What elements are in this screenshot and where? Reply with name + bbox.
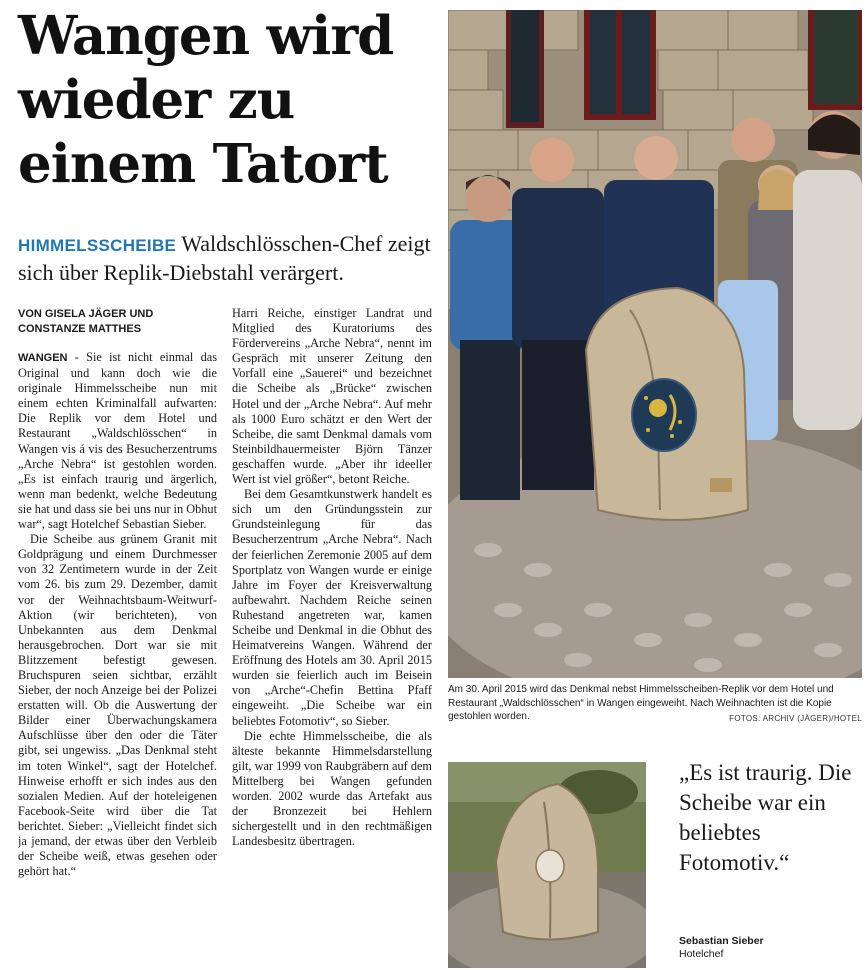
headline-line-2: wieder zu <box>18 69 295 131</box>
subheadline <box>18 230 438 286</box>
photo-credit: FOTOS: ARCHIV (JÄGER)/HOTEL <box>729 714 862 723</box>
pull-quote: „Es ist traurig. Die Scheibe war ein beliebtes Fotomotiv.“ <box>679 760 852 875</box>
quote-author-role: Hotelchef <box>679 948 724 960</box>
monument-photo <box>448 762 646 968</box>
dateline: WANGEN <box>18 352 68 364</box>
headline-line-3: einem Tatort <box>18 133 388 195</box>
headline <box>18 4 438 196</box>
article-paragraph: Die echte Himmelsscheibe, die als älteste bekannte Himmelsdarstellung gilt, war 1999 von Raubgräbern auf dem Mittelberg bei Wangen gefunden worden. 2002 wurde das Artefakt aus der Bronzezeit bei Hehlern sichergestellt und in den rechtmäßigen Landesbesitz übertragen. <box>232 728 432 849</box>
headline-line-1: Wangen wird <box>18 5 394 67</box>
damaged-monument-photo <box>448 762 646 968</box>
kicker: HIMMELSSCHEIBE <box>18 236 177 255</box>
quote-author: Sebastian Sieber <box>679 935 764 947</box>
unveiling-photo <box>448 10 862 678</box>
photo-caption: Am 30. April 2015 wird das Denkmal nebst Himmelsscheiben-Replik vor dem Hotel und Restaurant „Waldschlösschen“ in Wangen eingeweiht. Nach Weihnachten ist die Kopie gestohlen worden. <box>448 684 834 722</box>
article-column-1 <box>18 350 217 968</box>
byline-line-1: VON GISELA JÄGER UND <box>18 308 154 320</box>
article-paragraph: Harri Reiche, einstiger Landrat und Mitglied des Kuratoriums des Fördervereins „Arche Nebra“, nennt im Gespräch mit unserer Zeitung den Vorfall eine „Sauerei“ und bezeichnet die Scheibe als „Brücke“ zwischen Hotel und der „Arche Nebra“. Auf mehr als 1000 Euro schätzt er den Wert der Scheibe, die samt Denkmal damals vom Steinbildhauermeister Björn Tänzer geschaffen wurde. „Aber ihr ideeller Wert ist viel größer“, betont Reiche. <box>232 306 432 487</box>
byline <box>18 307 218 337</box>
article-paragraph: Bei dem Gesamtkunstwerk handelt es sich um den Gründungsstein zur Grundsteinlegung für das Besucherzentrum „Arche Nebra“. Nach der feierlichen Zeremonie 2005 auf dem Sportplatz von Wangen wurde er einige Jahre im Foyer der Kreisverwaltung aufbewahrt. Nachdem Reiche seinen Ruhestand angetreten war, kamen Scheibe und Denkmal in die Obhut des Heimatvereins Wangen. Während der Eröffnung des Hotels am 30. April 2015 wurden sie feierlich auch im Beisein von „Arche“-Chefin Bettina Pfaff eingeweiht. „Die Scheibe war ein beliebtes Fotomotiv“, so Sieber. <box>232 487 432 728</box>
article-column-2 <box>232 306 432 966</box>
article-paragraph: Die Scheibe aus grünem Granit mit Goldprägung und einem Durchmesser von 32 Zentimetern wurde in der Zeit vom 26. bis zum 29. Dezember, damit vor der Weihnachtsbaum-Weitwurf-Aktion (wir berichteten), von Unbekannten aus dem Denkmal herausgebrochen. Dort war sie mit Blitzzement befestigt gewesen. Bruchspuren seien sichtbar, erzählt Sieber, der noch Anzeige bei der Polizei erstatten will. Ob die Auswertung der Bilder einer Überwachungskamera Aufschlüsse über den oder die Täter gibt, sei ungewiss. „Das Denkmal steht im toten Winkel“, sagt der Hotelchef. Hinweise erhofft er sich indes aus den sozialen Medien. Auf der hoteleigenen Facebook-Seite wird über die Tat berichtet. Sieber: „Vielleicht findet sich ja jemand, der etwas über den Verbleib der Scheibe weiß, etwas gesehen oder gehört hat.“ <box>18 532 217 879</box>
article-paragraph: WANGEN - Sie ist nicht einmal das Original und kann doch wie die originale Himmelsscheibe nun mit einem echten Kriminalfall aufwarten: Die Replik vor dem Hotel und Restaurant „Waldschlösschen“ in Wangen vis á vis des Besucherzentrums „Arche Nebra“ ist gestohlen worden. „Es ist einfach traurig und ärgerlich, wenn man bedenkt, welche Bedeutung sie hat und dass sie bei uns nur in Obhut war“, sagt Hotelchef Sebastian Sieber. <box>18 350 217 532</box>
main-photo <box>448 10 862 678</box>
subheadline-text: Waldschlösschen-Chef zeigt sich über Replik-Diebstahl verärgert. <box>18 231 431 285</box>
byline-line-2: CONSTANZE MATTHES <box>18 323 142 335</box>
